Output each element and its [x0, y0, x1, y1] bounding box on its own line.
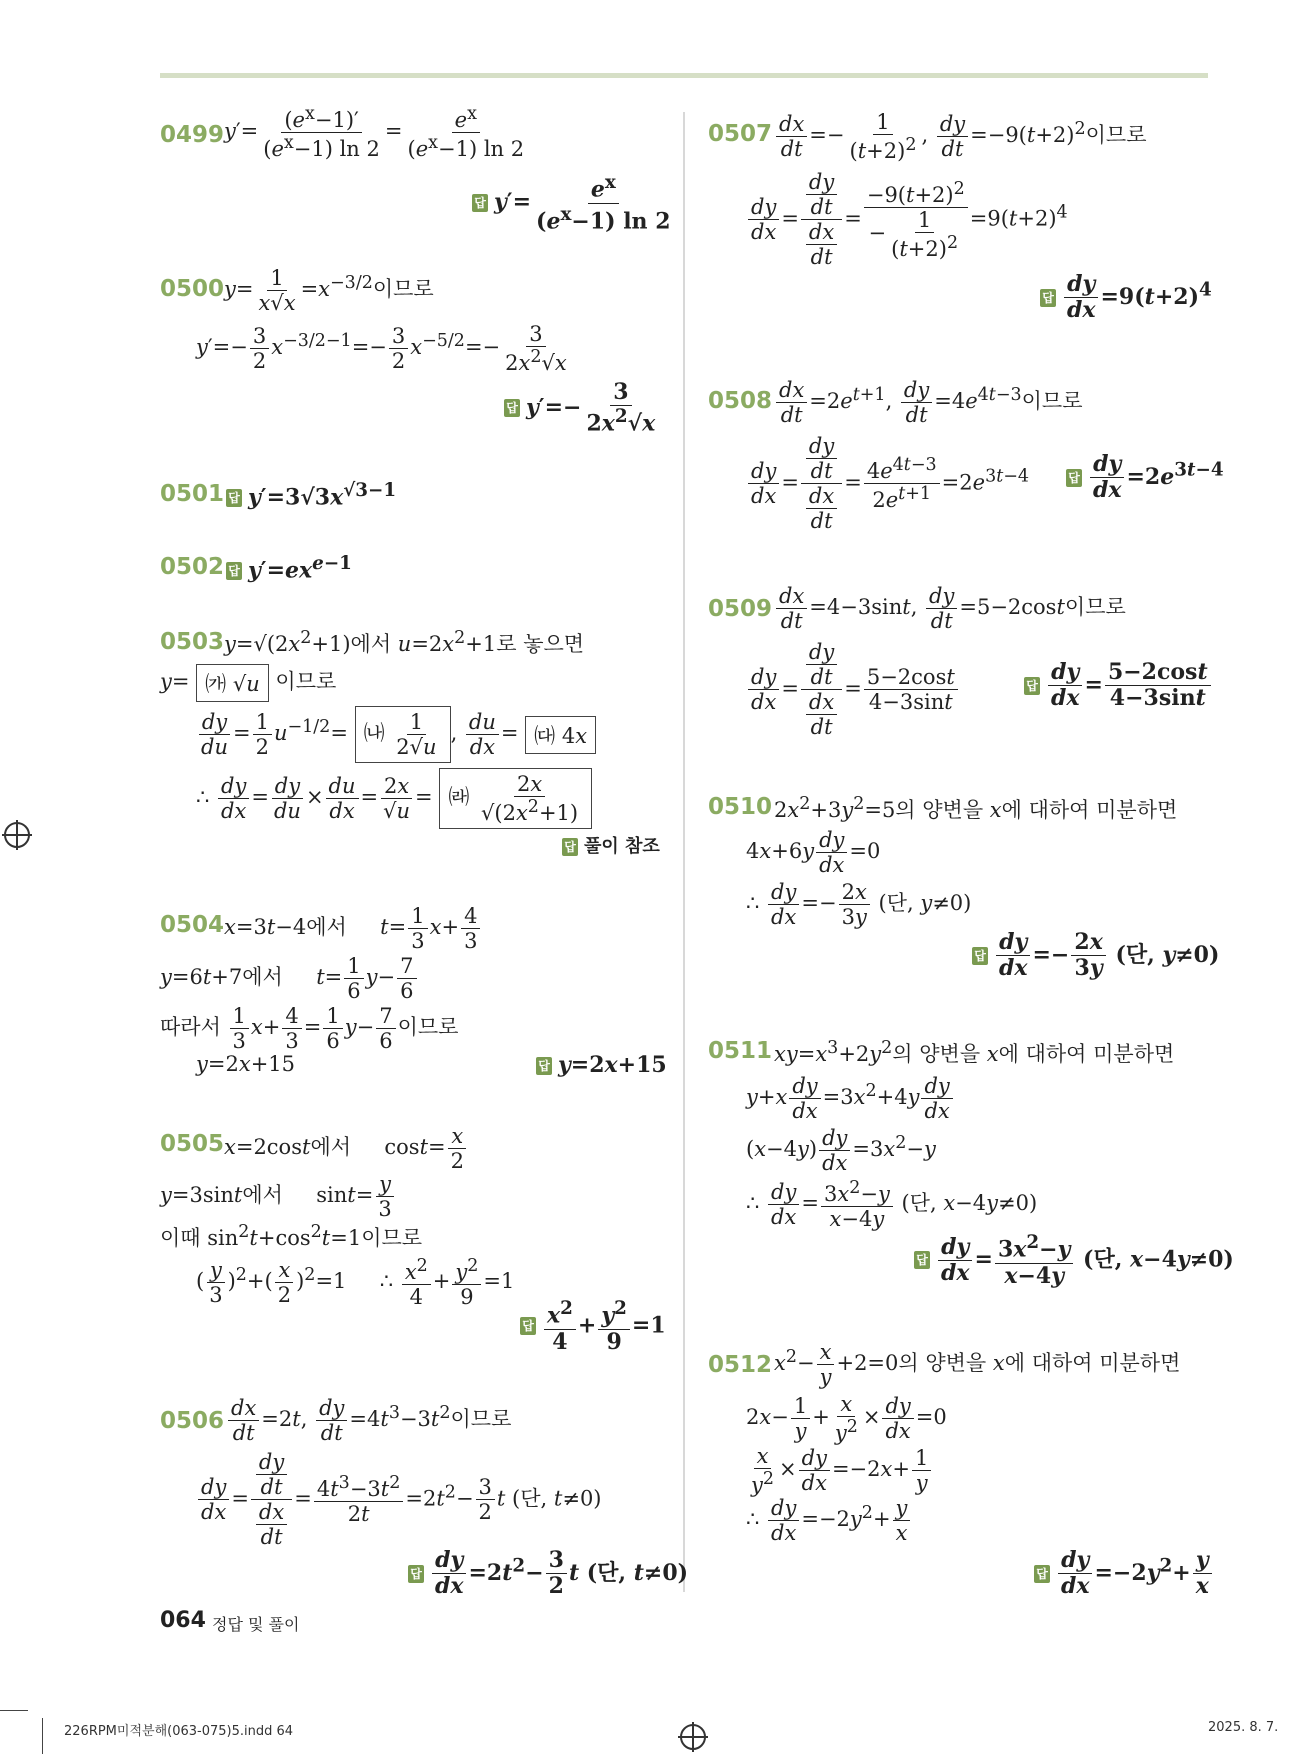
- problem-number: 0507: [708, 121, 773, 147]
- blank-box-ra: ㈑ $\frac{2x}{√(2x^2+1)}$: [439, 768, 592, 829]
- problem-0504-line-3: 따라서 $\frac{1}{3}$ x+ $\frac{4}{3}$ = $\frac{1}{6}$ y− $\frac{7}{6}$ 이므로: [160, 1004, 459, 1054]
- problem-0505-line-1: x=2cost에서 cost= $\frac{x}{2}$: [224, 1124, 469, 1173]
- registration-mark-icon: [680, 1724, 706, 1750]
- answer-badge: 답: [914, 1251, 930, 1269]
- problem-number: 0505: [160, 1131, 225, 1157]
- answer-0502: 답 $y'=ex^{e-1}$: [226, 553, 352, 583]
- problem-0507-line-2: $\frac{dy}{dx}$ = $\frac{\frac{dy}{dt}}{\frac{dx}{dt}}$ = $-9(t+2)^2$ − $\frac{1}{(t+2)^2}$ $=9(t+2)^4$: [746, 170, 1068, 270]
- problem-0509-line-2: $\frac{dy}{dx}$ = $\frac{\frac{dy}{dt}}{\frac{dx}{dt}}$ = $\frac{5-2\cos t}{4-3\sin t}$: [746, 640, 960, 740]
- answer-0501: 답 $y'=3√3x^{√3-1}$: [226, 480, 396, 510]
- column-divider: [683, 112, 685, 1592]
- answer-badge: 답: [472, 194, 488, 212]
- problem-0504-line-1: x=3t−4에서 t= $\frac{1}{3}$ x+ $\frac{4}{3}$: [224, 904, 482, 953]
- crop-mark: [0, 1710, 28, 1711]
- problem-0511-line-1: $xy=x^3+2y^2$의 양변을 x에 대하여 미분하면: [774, 1038, 1175, 1066]
- problem-0503-line-3: $\frac{dy}{du}$ = $\frac{1}{2}$ $u^{-1/2}=$ ㈏ $\frac{1}{2√u}$ , $\frac{du}{dx}$ = ㈐ 4x: [196, 706, 596, 763]
- blank-box-na: ㈏ $\frac{1}{2√u}$: [355, 706, 451, 763]
- answer-0503: 답 풀이 참조: [562, 832, 660, 858]
- registration-mark-icon: [4, 822, 30, 848]
- slug-filename: 226RPM미적분해(063-075)5.indd 64: [64, 1724, 294, 1739]
- answer-badge: 답: [972, 947, 988, 965]
- problem-number: 0508: [708, 388, 773, 414]
- problem-0511-line-2: y+x $\frac{dy}{dx}$ $=3x^2+4y$ $\frac{dy}{dx}$: [746, 1074, 955, 1123]
- problem-number: 0500: [160, 276, 225, 302]
- answer-badge: 답: [408, 1565, 424, 1583]
- problem-number: 0506: [160, 1408, 225, 1434]
- problem-0510-line-3: ∴ $\frac{dy}{dx}$ =− $\frac{2x}{3y}$ (단, y≠0): [746, 880, 972, 930]
- problem-0506-line-2: $\frac{dy}{dx}$ = $\frac{\frac{dy}{dt}}{\frac{dx}{dt}}$ = $\frac{4t^3-3t^2}{2t}$ $=2t^2-$ $\frac{3}{2}$ t (단, t≠0): [196, 1450, 602, 1550]
- answer-badge: 답: [562, 838, 578, 856]
- footer-title: 정답 및 풀이: [212, 1615, 300, 1634]
- answer-badge: 답: [226, 489, 242, 507]
- problem-number: 0509: [708, 596, 773, 622]
- answer-0500: 답 y′=− $\frac{3}{2x^2√x}$: [504, 380, 660, 437]
- problem-number: 0503: [160, 629, 225, 655]
- problem-0504-line-4: y=2x+15: [196, 1052, 296, 1076]
- problem-number: 0502: [160, 554, 225, 580]
- answer-0511: 답 $\frac{dy}{dx}$ = $\frac{3x^2-y}{x-4y}$ (단, x−4y≠0): [914, 1232, 1234, 1289]
- answer-badge: 답: [1034, 1565, 1050, 1583]
- problem-number: 0511: [708, 1038, 773, 1064]
- answer-badge: 답: [1024, 677, 1040, 695]
- slug-date: 2025. 8. 7.: [1208, 1720, 1279, 1735]
- problem-0511-line-3: (x−4y) $\frac{dy}{dx}$ $=3x^2-y$: [746, 1126, 936, 1176]
- answer-badge: 답: [226, 562, 242, 580]
- answer-0504: 답 y=2x+15: [536, 1052, 667, 1078]
- answer-badge: 답: [520, 1317, 536, 1335]
- problem-0509-line-1: $\frac{dx}{dt}$ =4−3sint, $\frac{dy}{dt}$ =5−2cost이므로: [774, 584, 1126, 633]
- answer-badge: 답: [536, 1057, 552, 1075]
- problem-0503-line-4: ∴ $\frac{dy}{dx}$ = $\frac{dy}{du}$ × $\frac{du}{dx}$ = $\frac{2x}{√u}$ = ㈑ $\frac{2x}{√(2x^2+1)}$: [196, 768, 592, 829]
- page-number: 064: [160, 1608, 206, 1633]
- answer-0507: 답 $\frac{dy}{dx}$ $=9(t+2)^4$: [1040, 272, 1212, 324]
- problem-number: 0512: [708, 1352, 773, 1378]
- problem-0506-line-1: $\frac{dx}{dt}$ =2t, $\frac{dy}{dt}$ $=4t^3-3t^2$이므로: [226, 1396, 511, 1445]
- problem-0503-line-2: y= ㈎ √u 이므로: [160, 664, 336, 702]
- top-rule: [160, 73, 1208, 78]
- problem-0508-line-2: $\frac{dy}{dx}$ = $\frac{\frac{dy}{dt}}{\frac{dx}{dt}}$ = $\frac{4e^{4t-3}}{2e^{t+1}}$ $=2e^{3t-4}$: [746, 434, 1029, 534]
- problem-0500-line-2: y′=− $\frac{3}{2}$ $x^{-3/2-1}=-$ $\frac{3}{2}$ $x^{-5/2}=-$ $\frac{3}{2x^2√x}$: [196, 322, 567, 376]
- answer-0506: 답 $\frac{dy}{dx}$ $=2t^2-$ $\frac{3}{2}$ t (단, t≠0): [408, 1548, 688, 1600]
- answer-badge: 답: [504, 399, 520, 417]
- problem-0503-line-1: $y=√(2x^2+1)$에서 $u=2x^2+1$로 놓으면: [224, 628, 585, 656]
- answer-0510: 답 $\frac{dy}{dx}$ =− $\frac{2x}{3y}$ (단, y≠0): [972, 930, 1219, 982]
- problem-0508-line-1: $\frac{dx}{dt}$ $=2e^{t+1}$, $\frac{dy}{dt}$ $=4e^{4t-3}$이므로: [774, 378, 1083, 427]
- problem-number: 0501: [160, 481, 225, 507]
- problem-0512-line-4: ∴ $\frac{dy}{dx}$ $=-2y^2+$ $\frac{y}{x}$: [746, 1496, 912, 1545]
- problem-number: 0499: [160, 122, 225, 148]
- problem-number: 0510: [708, 794, 773, 820]
- problem-0505-line-4: ( $\frac{y}{3}$ )$^2$+( $\frac{x}{2}$ )$^2$=1 ∴ $\frac{x^2}{4}$ + $\frac{y^2}{9}$ =1: [196, 1256, 515, 1310]
- problem-0510-line-2: 4x+6y $\frac{dy}{dx}$ =0: [746, 828, 881, 878]
- blank-box-da: ㈐ 4x: [525, 716, 596, 754]
- problem-0507-line-1: $\frac{dx}{dt}$ =− $\frac{1}{(t+2)^2}$ , $\frac{dy}{dt}$ $=-9(t+2)^2$이므로: [774, 110, 1146, 163]
- problem-0510-line-1: $2x^2+3y^2=5$의 양변을 x에 대하여 미분하면: [774, 794, 1178, 822]
- problem-0512-line-3: $\frac{x}{y^2}$ × $\frac{dy}{dx}$ =−2x+ $\frac{1}{y}$: [746, 1444, 933, 1497]
- problem-0511-line-4: ∴ $\frac{dy}{dx}$ = $\frac{3x^2-y}{x-4y}$ (단, x−4y≠0): [746, 1178, 1038, 1232]
- problem-0505-line-3: 이때 $\sin^2t+\cos^2t=1$이므로: [160, 1222, 423, 1250]
- problem-0500-line-1: y= $\frac{1}{x√x}$ $=x^{-3/2}$이므로: [224, 266, 434, 316]
- answer-0508: 답 $\frac{dy}{dx}$ $=2e^{3t-4}$: [1066, 452, 1224, 504]
- answer-0505: 답 $\frac{x^2}{4}$ + $\frac{y^2}{9}$ =1: [520, 1298, 666, 1355]
- problem-0505-line-2: y=3sint에서 sint= $\frac{y}{3}$: [160, 1172, 397, 1221]
- problem-0512-line-2: 2x− $\frac{1}{y}$ + $\frac{x}{y^2}$ × $\frac{dy}{dx}$ =0: [746, 1392, 947, 1446]
- problem-0504-line-2: y=6t+7에서 t= $\frac{1}{6}$ y− $\frac{7}{6}$: [160, 954, 419, 1003]
- answer-0512: 답 $\frac{dy}{dx}$ $=-2y^2+$ $\frac{y}{x}$: [1034, 1548, 1214, 1600]
- blank-box-ga: ㈎ √u: [196, 664, 269, 702]
- problem-0499-line-1: y′= $\frac{(e^x-1)'}{(e^x-1) \ln 2}$ = $\frac{e^x}{(e^x-1) \ln 2}$: [224, 104, 525, 162]
- crop-mark: [42, 1718, 43, 1754]
- problem-number: 0504: [160, 912, 225, 938]
- problem-0512-line-1: $x^2-$ $\frac{x}{y}$ +2=0의 양변을 x에 대하여 미분하면: [774, 1340, 1181, 1390]
- answer-badge: 답: [1066, 469, 1082, 487]
- answer-0509: 답 $\frac{dy}{dx}$ = $\frac{5-2\cos t}{4-3\sin t}$: [1024, 660, 1213, 712]
- answer-badge: 답: [1040, 289, 1056, 307]
- answer-0499: 답 y′= $\frac{e^x}{(e^x-1) \ln 2}$: [472, 172, 676, 234]
